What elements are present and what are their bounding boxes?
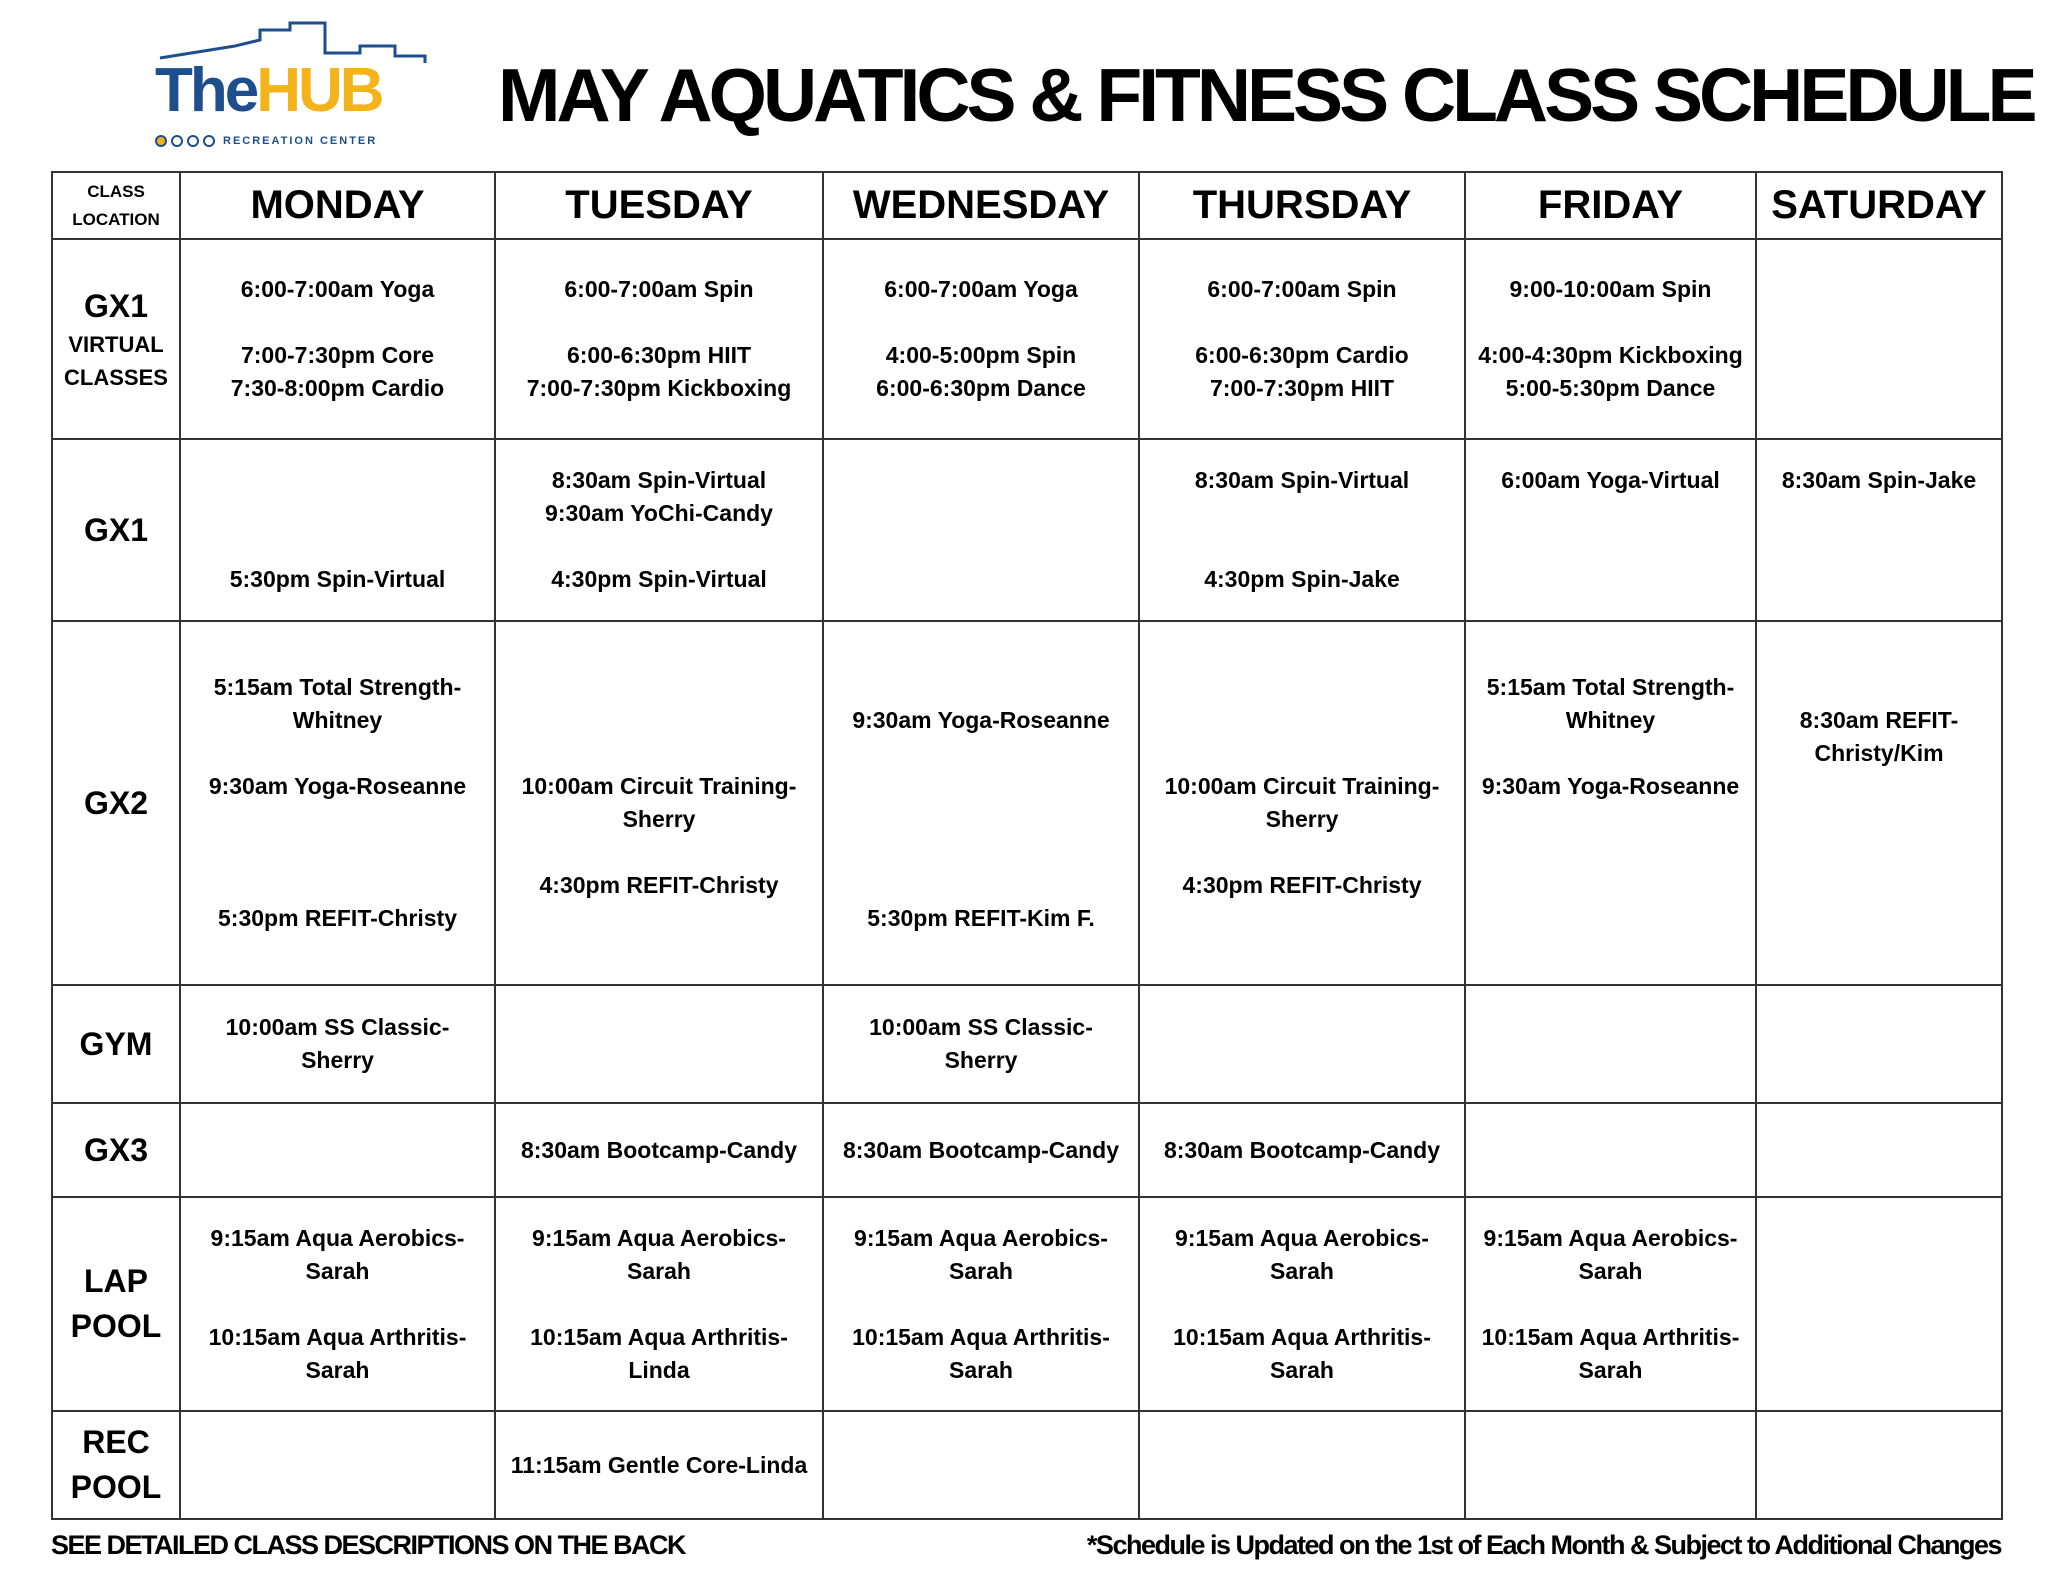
class-entry: 4:30pm REFIT-Christy [539,872,779,898]
logo-the: The [155,56,257,125]
day-header-tuesday: TUESDAY [495,172,823,239]
location-cell [52,985,180,1103]
schedule-row [52,621,2002,985]
schedule-row [52,439,2002,621]
page-header [0,0,2048,170]
class-entry: 6:00-7:00am Spin [1207,276,1397,302]
class-cell [1465,985,1756,1103]
class-entry: 4:00-5:00pm Spin 6:00-6:30pm Dance [876,342,1086,401]
class-entry: 9:00-10:00am Spin [1509,276,1712,302]
swim-icon [155,135,167,147]
class-cell [495,439,823,621]
location-cell [52,1103,180,1197]
class-cell [495,239,823,439]
class-cell [495,1197,823,1411]
class-entry: 9:30am Yoga-Roseanne [852,707,1110,733]
class-entry: 9:15am Aqua Aerobics- Sarah [1483,1224,1738,1284]
class-entry: 10:15am Aqua Arthritis- Sarah [852,1323,1110,1383]
schedule-row [52,239,2002,439]
class-cell [1465,1103,1756,1197]
class-entry: 7:00-7:30pm Core 7:30-8:00pm Cardio [230,342,445,401]
class-cell [180,1411,495,1519]
day-header-wednesday: WEDNESDAY [823,172,1139,239]
class-cell [1139,239,1465,439]
class-cell [1756,1411,2002,1519]
schedule-row [52,1197,2002,1411]
class-entry: 4:30pm Spin-Jake [1204,566,1400,592]
class-entry: 8:30am Bootcamp-Candy [520,1136,798,1163]
location-cell [52,439,180,621]
day-header-friday: FRIDAY [1465,172,1756,239]
class-entry: 6:00-6:30pm HIIT 7:00-7:30pm Kickboxing [526,342,792,401]
day-header-thursday: THURSDAY [1139,172,1465,239]
class-cell [495,1411,823,1519]
class-entry: 9:30am Yoga-Roseanne [1481,773,1740,799]
heart-icon [203,135,215,147]
class-cell [180,439,495,621]
class-entry: 10:15am Aqua Arthritis- Sarah [1481,1323,1740,1383]
location-label: GYM [79,1025,153,1062]
class-entry: 6:00-6:30pm Cardio 7:00-7:30pm HIIT [1195,342,1409,401]
class-entry: 6:00am Yoga-Virtual [1501,467,1720,493]
class-entry: 11:15am Gentle Core-Linda [510,1451,808,1478]
class-cell [495,985,823,1103]
location-label: LAP POOL [70,1263,162,1344]
day-header-saturday: SATURDAY [1756,172,2002,239]
class-cell [1465,1197,1756,1411]
class-cell [180,1103,495,1197]
location-label: GX1 [83,511,149,548]
class-entry: 10:00am Circuit Training- Sherry [521,773,797,832]
class-entry: 8:30am REFIT- Christy/Kim [1799,707,1959,766]
class-entry: 6:00-7:00am Yoga [884,276,1078,302]
class-cell [495,1103,823,1197]
class-cell [1756,985,2002,1103]
logo-subtitle: RECREATION CENTER [223,134,378,147]
class-entry: 10:15am Aqua Arthritis- Linda [530,1323,788,1383]
class-entry: 9:15am Aqua Aerobics- Sarah [1175,1224,1429,1284]
logo-hub: HUB [256,56,382,125]
logo-subtitle-row [155,132,440,152]
class-cell [823,1411,1139,1519]
class-location-header: CLASS LOCATION [52,172,180,239]
location-label: GX2 [83,784,149,821]
class-cell [823,239,1139,439]
class-entry: 6:00-7:00am Spin [564,276,754,302]
class-cell [823,985,1139,1103]
class-entry: 8:30am Spin-Virtual 9:30am YoChi-Candy [545,467,773,526]
class-cell [1756,239,2002,439]
location-label: GX1 [83,287,149,324]
footer-note-left: SEE DETAILED CLASS DESCRIPTIONS ON THE BACK [51,1530,686,1560]
class-entry: 8:30am Bootcamp-Candy [1163,1136,1441,1163]
class-entry: 5:15am Total Strength- Whitney [1486,674,1735,733]
class-cell [1465,439,1756,621]
location-cell [52,1411,180,1519]
class-cell [1465,239,1756,439]
class-entry: 4:00-4:30pm Kickboxing 5:00-5:30pm Dance [1478,342,1743,401]
location-label: REC POOL [70,1424,162,1505]
class-entry: 6:00-7:00am Yoga [240,276,435,302]
class-entry: 8:30am Bootcamp-Candy [842,1136,1120,1163]
class-cell [823,621,1139,985]
class-entry: 9:15am Aqua Aerobics- Sarah [532,1224,786,1284]
class-entry: 4:30pm REFIT-Christy [1182,872,1422,898]
class-entry: 10:15am Aqua Arthritis- Sarah [208,1323,467,1383]
page-title: MAY AQUATICS & FITNESS CLASS SCHEDULE [498,53,2034,137]
class-cell [180,985,495,1103]
class-cell [1139,1197,1465,1411]
class-entry: 9:15am Aqua Aerobics- Sarah [210,1224,465,1284]
class-cell [1756,621,2002,985]
schedule-row [52,1411,2002,1519]
class-cell [180,1197,495,1411]
class-cell [180,239,495,439]
class-entry: 9:30am Yoga-Roseanne [208,773,467,799]
class-cell [1465,621,1756,985]
schedule-row [52,985,2002,1103]
ball-icon [171,135,183,147]
class-cell [1756,439,2002,621]
class-cell [823,1103,1139,1197]
location-label: GX3 [83,1131,149,1168]
class-entry: 5:30pm REFIT-Christy [218,905,457,931]
class-cell [1139,1411,1465,1519]
class-cell [180,621,495,985]
class-entry: 5:30pm Spin-Virtual [229,566,446,592]
class-cell [823,439,1139,621]
logo-wordmark [155,56,382,125]
class-entry: 10:00am Circuit Training- Sherry [1164,773,1440,832]
location-cell [52,239,180,439]
location-cell [52,1197,180,1411]
class-cell [823,1197,1139,1411]
class-entry: 10:00am SS Classic- Sherry [869,1014,1093,1073]
class-entry: 4:30pm Spin-Virtual [551,566,767,592]
class-entry: 10:15am Aqua Arthritis- Sarah [1173,1323,1431,1383]
class-entry: 5:15am Total Strength- Whitney [213,674,462,733]
footer-note-right: *Schedule is Updated on the 1st of Each Month & Subject to Additional Changes [1086,1530,2001,1560]
location-sublabel: VIRTUAL CLASSES [64,332,168,391]
day-header-monday: MONDAY [180,172,495,239]
class-entry: 10:00am SS Classic- Sherry [225,1014,450,1073]
class-cell [1756,1103,2002,1197]
location-cell [52,621,180,985]
class-cell [1139,621,1465,985]
class-entry: 8:30am Spin-Jake [1781,467,1977,493]
schedule-row [52,1103,2002,1197]
header-row [52,172,2002,239]
fitness-icon [187,135,199,147]
class-cell [1465,1411,1756,1519]
class-cell [495,621,823,985]
schedule-table [51,171,2003,1520]
class-cell [1139,439,1465,621]
class-entry: 9:15am Aqua Aerobics- Sarah [854,1224,1108,1284]
class-entry: 5:30pm REFIT-Kim F. [867,905,1095,931]
class-cell [1756,1197,2002,1411]
class-cell [1139,1103,1465,1197]
hub-logo [155,18,440,153]
class-cell [1139,985,1465,1103]
class-entry: 8:30am Spin-Virtual [1194,467,1410,493]
